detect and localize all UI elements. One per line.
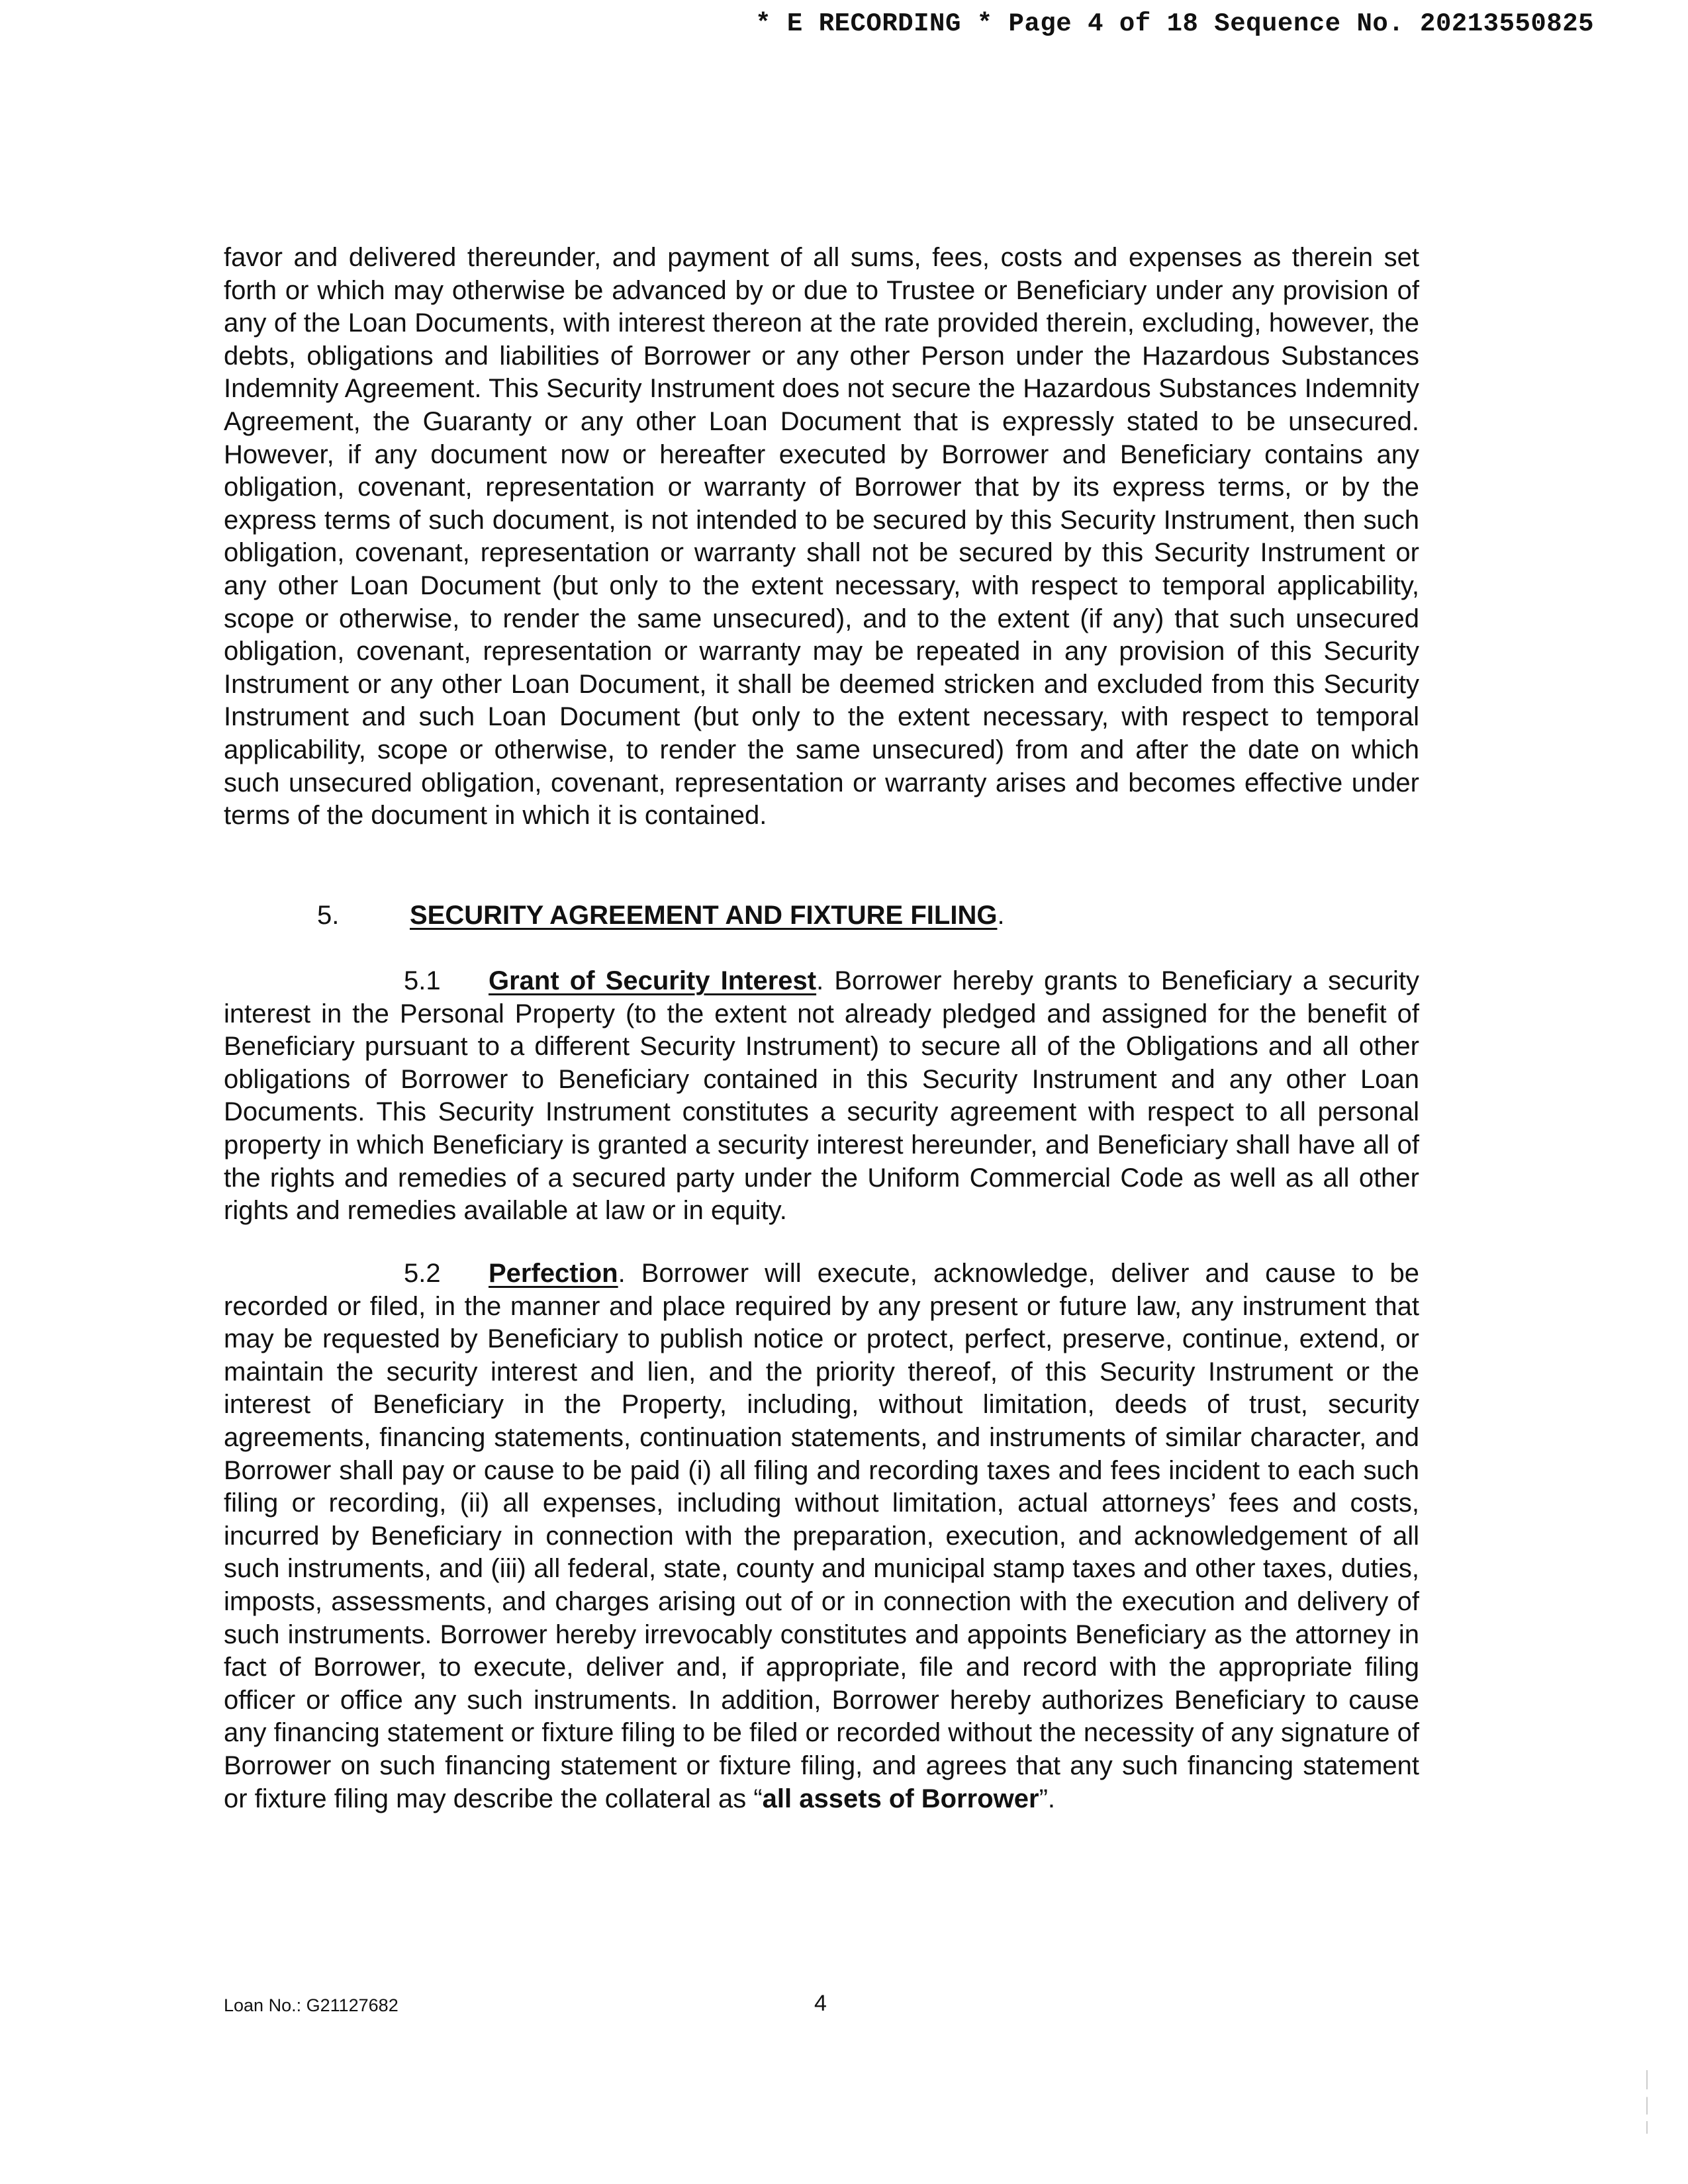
footer-page-number: 4	[814, 1991, 827, 2016]
section-5-1-text: Borrower hereby grants to Beneficiary a security interest in the Personal Property (to the extent not already pledged and assigned for the benefit of Beneficiary pursuant to a different Security Instrument) to secure all of the Obligations and all other obligations of Borrower to Beneficiary contained in this Security Instrument and any other Loan Documents. This Security Instrument constitutes a security agreement with respect to all personal property in which Beneficiary is granted a security interest hereunder, and Beneficiary shall have all of the rights and remedies of a secured party under the Uniform Commercial Code as well as all other rights and remedies available at law or in equity.	[224, 966, 1419, 1226]
section-5-number: 5.	[317, 901, 340, 930]
section-5-2-text: Borrower will execute, acknowledge, deliver and cause to be recorded or filed, in the manner and place required by any present or future law, any instrument that may be requested by Beneficiary to publish notice or protect, perfect, preserve, continue, extend, or maintain the security interest and lien, and the priority thereof, of this Security Instrument or the interest of Beneficiary in the Property, including, without limitation, deeds of trust, security agreements, financing statements, continuation statements, and instruments of similar character, and Borrower shall pay or cause to be paid (i) all filing and recording taxes and fees incident to each such filing or recording, (ii) all expenses, including without limitation, actual attorneys’ fees and costs, incurred by Beneficiary in connection with the preparation, execution, and acknowledgement of all such instruments, and (iii) all federal, state, county and municipal stamp taxes and other taxes, duties, imposts, assessments, and charges arising out of or in connection with the execution and delivery of such instruments. Borrower hereby irrevocably constitutes and appoints Beneficiary as the attorney in fact of Borrower, to execute, deliver and, if appropriate, file and record with the appropriate filing officer or office any such instruments. In addition, Borrower hereby authorizes Beneficiary to cause any financing statement or fixture filing to be filed or recorded without the necessity of any signature of Borrower on such financing statement or fixture filing, and agrees that any such financing statement or fixture filing may describe the collateral as “	[224, 1259, 1419, 1813]
section-5-1-title-period: .	[816, 966, 824, 995]
section-5-2-text-end: ”.	[1039, 1784, 1056, 1813]
continued-paragraph: favor and delivered thereunder, and payment of all sums, fees, costs and expenses as therein set forth or which may otherwise be advanced by or due to Trustee or Beneficiary under any provision of any of the Loan Documents, with interest thereon at the rate provided therein, excluding, however, the debts, obligations and liabilities of Borrower or any other Person under the Hazardous Substances Indemnity Agreement. This Security Instrument does not secure the Hazardous Substances Indemnity Agreement, the Guaranty or any other Loan Document that is expressly stated to be unsecured. However, if any document now or hereafter executed by Borrower and Beneficiary contains any obligation, covenant, representation or warranty of Borrower that by its express terms, or by the express terms of such document, is not intended to be secured by this Security Instrument, then such obligation, covenant, representation or warranty shall not be secured by this Security Instrument or any other Loan Document (but only to the extent necessary, with respect to temporal applicability, scope or otherwise, to render the same unsecured), and to the extent (if any) that such unsecured obligation, covenant, representation or warranty may be repeated in any provision of this Security Instrument or any other Loan Document, it shall be deemed stricken and excluded from this Security Instrument and such Loan Document (but only to the extent necessary, with respect to temporal applicability, scope or otherwise, to render the same unsecured) from and after the date on which such unsecured obligation, covenant, representation or warranty arises and becomes effective under terms of the document in which it is contained.	[224, 243, 1419, 831]
section-5-title: SECURITY AGREEMENT AND FIXTURE FILING	[410, 901, 998, 930]
section-5-1-number: 5.1	[404, 966, 441, 995]
section-5-2-paragraph	[224, 1257, 1419, 1815]
footer-loan-number: Loan No.: G21127682	[224, 1995, 399, 2015]
section-5-title-period: .	[997, 901, 1005, 930]
section-5-heading	[317, 899, 1005, 932]
section-5-2-title: Perfection	[489, 1259, 618, 1288]
scan-edge-mark	[1646, 2070, 1648, 2134]
section-5-1-title: Grant of Security Interest	[489, 966, 817, 995]
section-5-2-number: 5.2	[404, 1259, 441, 1288]
section-5-2-bold-phrase: all assets of Borrower	[762, 1784, 1039, 1813]
recording-header: * E RECORDING * Page 4 of 18 Sequence No. 20213550825	[755, 9, 1594, 38]
section-5-2-title-period: .	[618, 1259, 626, 1288]
section-5-1-paragraph	[224, 965, 1419, 1228]
